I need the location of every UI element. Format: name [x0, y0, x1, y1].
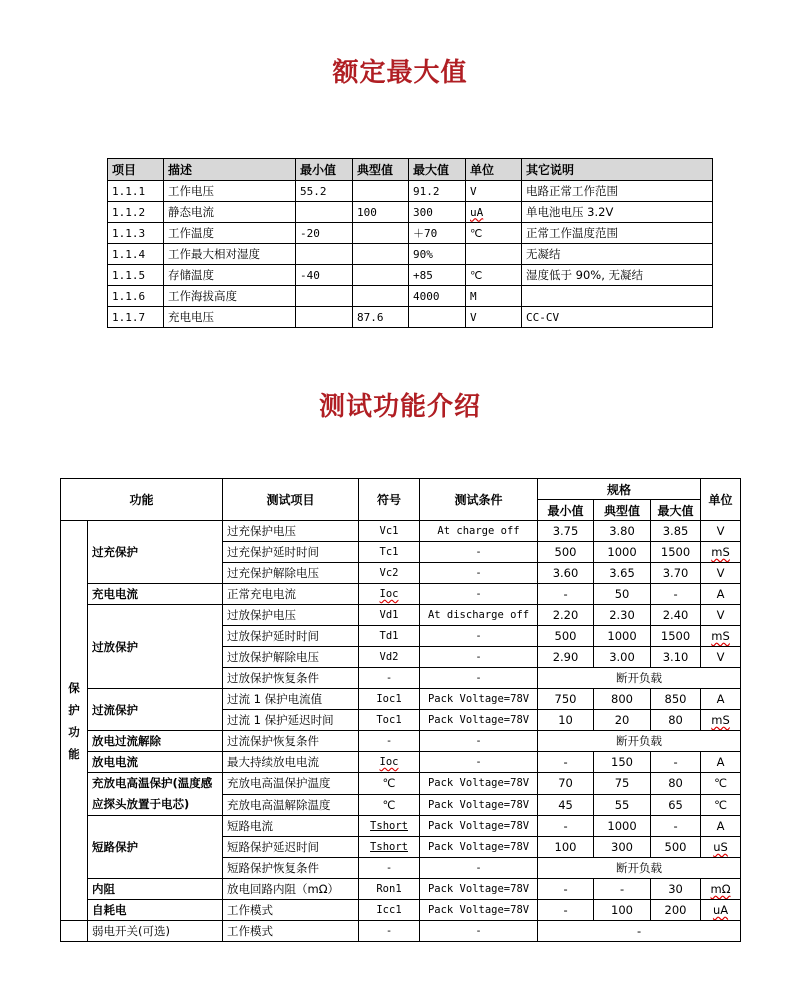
table-cell [296, 307, 353, 328]
table-header-row [61, 479, 741, 500]
table-cell: mS [701, 626, 741, 647]
side-label [61, 521, 88, 921]
table-cell: 过充保护解除电压 [223, 563, 359, 584]
table-cell: 55.2 [296, 181, 353, 202]
table-header-row [108, 159, 713, 181]
table-cell: V [701, 563, 741, 584]
table-cell: 20 [594, 710, 651, 731]
group-self-consumption: 自耗电 [88, 900, 223, 921]
table-cell [466, 244, 522, 265]
table-cell: - [420, 921, 538, 942]
header-cell: 最小值 [296, 159, 353, 181]
table-cell: 3.60 [538, 563, 594, 584]
side-label-char: 功 [68, 724, 80, 739]
table-cell: Vc2 [359, 563, 420, 584]
table-cell: 500 [651, 837, 701, 858]
table-cell: 1.1.6 [108, 286, 164, 307]
header-unit: 单位 [701, 479, 741, 521]
table-cell: uA [466, 202, 522, 223]
group-overcharge: 过充保护 [88, 521, 223, 584]
table-cell [353, 265, 409, 286]
table-cell: 过放保护延时时间 [223, 626, 359, 647]
table-cell: - [359, 731, 420, 752]
table-cell: ℃ [701, 773, 741, 795]
table-cell: -40 [296, 265, 353, 286]
table-cell: 3.65 [594, 563, 651, 584]
table-cell: - [359, 921, 420, 942]
table-cell: mΩ [701, 879, 741, 900]
table-cell: 750 [538, 689, 594, 710]
table-cell: 工作电压 [164, 181, 296, 202]
table-row [108, 286, 713, 307]
table-cell: - [420, 563, 538, 584]
group-overcurrent: 过流保护 [88, 689, 223, 731]
table-cell: 1.1.3 [108, 223, 164, 244]
table-cell: - [651, 816, 701, 837]
table-cell: 过充保护电压 [223, 521, 359, 542]
table-cell: A [701, 816, 741, 837]
table-cell: Pack Voltage=78V [420, 879, 538, 900]
header-cell: 描述 [164, 159, 296, 181]
table-cell: Pack Voltage=78V [420, 773, 538, 795]
table-row [61, 773, 741, 795]
table-cell: Ioc [359, 752, 420, 773]
table-cell: mS [701, 710, 741, 731]
table-cell [296, 244, 353, 265]
table-cell: 100 [538, 837, 594, 858]
table-cell: - [594, 879, 651, 900]
table-cell: 电路正常工作范围 [522, 181, 713, 202]
table-cell: 充电电压 [164, 307, 296, 328]
table-cell: 55 [594, 794, 651, 816]
table-cell: - [538, 879, 594, 900]
table-cell: 2.30 [594, 605, 651, 626]
table-cell: A [701, 689, 741, 710]
table-cell: Ioc1 [359, 689, 420, 710]
table-cell: M [466, 286, 522, 307]
table-cell: 断开负载 [538, 858, 741, 879]
table-cell [353, 244, 409, 265]
table-cell: - [420, 584, 538, 605]
table-row [108, 244, 713, 265]
table-cell: 65 [651, 794, 701, 816]
table-row [61, 752, 741, 773]
table-cell: Td1 [359, 626, 420, 647]
table-cell: - [651, 584, 701, 605]
table-cell: ℃ [359, 794, 420, 816]
table-cell: 500 [538, 626, 594, 647]
table-cell: 80 [651, 773, 701, 795]
table-cell: - [359, 858, 420, 879]
table-cell: 1.1.4 [108, 244, 164, 265]
table-cell: uS [701, 837, 741, 858]
table-cell: 10 [538, 710, 594, 731]
table-cell: V [701, 605, 741, 626]
table-cell: - [538, 584, 594, 605]
table-cell: Pack Voltage=78V [420, 689, 538, 710]
table-cell: 1000 [594, 626, 651, 647]
table-cell: 工作模式 [223, 900, 359, 921]
table-row [108, 202, 713, 223]
table-cell: 存储温度 [164, 265, 296, 286]
group-weak-switch: 弱电开关(可选) [88, 921, 223, 942]
table-row [108, 181, 713, 202]
header-function: 功能 [61, 479, 223, 521]
table-cell: ℃ [701, 794, 741, 816]
table-cell: 正常充电电流 [223, 584, 359, 605]
table-cell: ℃ [359, 773, 420, 795]
table-cell: 1.1.2 [108, 202, 164, 223]
table-cell: 1.1.5 [108, 265, 164, 286]
group-temp-protect: 充放电高温保护(温度感应探头放置于电芯) [88, 773, 223, 816]
title-rated-max: 额定最大值 [332, 58, 468, 88]
table-cell: - [420, 752, 538, 773]
table-row [61, 605, 741, 626]
table-cell: 2.40 [651, 605, 701, 626]
table-cell: 1500 [651, 542, 701, 563]
table-cell: mS [701, 542, 741, 563]
table-cell [296, 202, 353, 223]
table-cell: 短路保护恢复条件 [223, 858, 359, 879]
table-cell: Toc1 [359, 710, 420, 731]
table-cell: 100 [594, 900, 651, 921]
header-max: 最大值 [651, 500, 701, 521]
table-cell: CC-CV [522, 307, 713, 328]
header-cell: 典型值 [353, 159, 409, 181]
table-cell: Pack Voltage=78V [420, 837, 538, 858]
title-test-functions: 测试功能介绍 [318, 392, 481, 422]
table-cell: 80 [651, 710, 701, 731]
table-cell: 1.1.1 [108, 181, 164, 202]
table-cell: 1000 [594, 542, 651, 563]
table-cell: 3.00 [594, 647, 651, 668]
table-cell: 过放保护恢复条件 [223, 668, 359, 689]
table-cell: - [538, 900, 594, 921]
table-cell [353, 181, 409, 202]
table-cell: 湿度低于 90%, 无凝结 [522, 265, 713, 286]
table-row [61, 521, 741, 542]
table-cell: uA [701, 900, 741, 921]
table-cell: 3.85 [651, 521, 701, 542]
table-cell: - [538, 921, 741, 942]
group-discharge-current: 放电电流 [88, 752, 223, 773]
table-cell [353, 223, 409, 244]
table-cell: V [701, 647, 741, 668]
table-cell: 45 [538, 794, 594, 816]
table-cell: 500 [538, 542, 594, 563]
table-row [108, 223, 713, 244]
header-symbol: 符号 [359, 479, 420, 521]
table-row [61, 879, 741, 900]
header-condition: 测试条件 [420, 479, 538, 521]
table-cell: - [538, 752, 594, 773]
group-resistance: 内阻 [88, 879, 223, 900]
table-cell: +85 [409, 265, 466, 286]
table-row [108, 307, 713, 328]
table-cell: V [466, 181, 522, 202]
side-label-char: 护 [68, 702, 80, 717]
table-cell: 断开负载 [538, 668, 741, 689]
table-cell: 70 [538, 773, 594, 795]
header-typ: 典型值 [594, 500, 651, 521]
table-cell: Tshort [359, 816, 420, 837]
table-cell: - [420, 668, 538, 689]
table-row [61, 584, 741, 605]
table-cell [353, 286, 409, 307]
table-cell: Vc1 [359, 521, 420, 542]
table-cell: 90% [409, 244, 466, 265]
table-row [61, 731, 741, 752]
table-cell: 放电回路内阻（mΩ） [223, 879, 359, 900]
header-item: 测试项目 [223, 479, 359, 521]
table-cell: 1500 [651, 626, 701, 647]
table-cell: 工作海拔高度 [164, 286, 296, 307]
table-cell: 工作温度 [164, 223, 296, 244]
header-cell: 项目 [108, 159, 164, 181]
group-overdischarge: 过放保护 [88, 605, 223, 689]
table-cell: 过流 1 保护电流值 [223, 689, 359, 710]
table-cell: 工作模式 [223, 921, 359, 942]
table-cell: V [701, 521, 741, 542]
group-discharge-release: 放电过流解除 [88, 731, 223, 752]
table-cell: 50 [594, 584, 651, 605]
table-cell: Pack Voltage=78V [420, 710, 538, 731]
table-cell: ＋70 [409, 223, 466, 244]
table-cell: - [420, 542, 538, 563]
table-cell: ℃ [466, 223, 522, 244]
table-cell: A [701, 584, 741, 605]
side-label-char: 能 [68, 746, 80, 761]
table-cell: 3.80 [594, 521, 651, 542]
table-row [61, 689, 741, 710]
table-cell: 工作最大相对湿度 [164, 244, 296, 265]
table-cell: - [359, 668, 420, 689]
group-short-circuit: 短路保护 [88, 816, 223, 879]
table-cell: 1000 [594, 816, 651, 837]
table-cell: V [466, 307, 522, 328]
table-cell [61, 921, 88, 942]
table-cell: 150 [594, 752, 651, 773]
header-cell: 其它说明 [522, 159, 713, 181]
table-cell: 过放保护解除电压 [223, 647, 359, 668]
table-cell: 75 [594, 773, 651, 795]
header-cell: 最大值 [409, 159, 466, 181]
table-cell: 无凝结 [522, 244, 713, 265]
table-cell: 正常工作温度范围 [522, 223, 713, 244]
table-cell: ℃ [466, 265, 522, 286]
table-cell: Tshort [359, 837, 420, 858]
table-row [108, 265, 713, 286]
table-cell [522, 286, 713, 307]
test-functions-table [60, 478, 741, 942]
table-cell: - [651, 752, 701, 773]
header-spec: 规格 [538, 479, 701, 500]
table-cell: Tc1 [359, 542, 420, 563]
table-cell [296, 286, 353, 307]
table-cell: 静态电流 [164, 202, 296, 223]
table-cell: 过流保护恢复条件 [223, 731, 359, 752]
group-charge-current: 充电电流 [88, 584, 223, 605]
table-cell: 短路电流 [223, 816, 359, 837]
rated-max-table [107, 158, 713, 328]
table-row [61, 900, 741, 921]
table-cell: 3.75 [538, 521, 594, 542]
table-cell: - [420, 647, 538, 668]
table-cell: 2.90 [538, 647, 594, 668]
table-cell: 91.2 [409, 181, 466, 202]
header-cell: 单位 [466, 159, 522, 181]
table-row [61, 816, 741, 837]
table-cell: 单电池电压 3.2V [522, 202, 713, 223]
table-cell: - [420, 731, 538, 752]
table-cell: Pack Voltage=78V [420, 900, 538, 921]
table-cell: 过放保护电压 [223, 605, 359, 626]
table-cell: 2.20 [538, 605, 594, 626]
table-cell: 200 [651, 900, 701, 921]
table-cell: Ron1 [359, 879, 420, 900]
table-cell: Vd1 [359, 605, 420, 626]
table-row [61, 921, 741, 942]
table-cell: 4000 [409, 286, 466, 307]
table-cell: - [420, 858, 538, 879]
side-label-char: 保 [68, 680, 80, 695]
table-cell: 短路保护延迟时间 [223, 837, 359, 858]
table-cell: 1.1.7 [108, 307, 164, 328]
table-cell: - [538, 816, 594, 837]
table-cell: 充放电高温保护温度 [223, 773, 359, 795]
table-cell: 过充保护延时时间 [223, 542, 359, 563]
table-cell: 100 [353, 202, 409, 223]
table-cell: At charge off [420, 521, 538, 542]
table-cell: 300 [409, 202, 466, 223]
table-cell: 3.70 [651, 563, 701, 584]
table-cell: 800 [594, 689, 651, 710]
table-cell: 过流 1 保护延迟时间 [223, 710, 359, 731]
table-cell: Pack Voltage=78V [420, 794, 538, 816]
table-cell: At discharge off [420, 605, 538, 626]
table-cell: 30 [651, 879, 701, 900]
table-cell: 87.6 [353, 307, 409, 328]
table-cell: 850 [651, 689, 701, 710]
table-cell: -20 [296, 223, 353, 244]
table-cell: 300 [594, 837, 651, 858]
table-cell: 充放电高温解除温度 [223, 794, 359, 816]
table-cell: A [701, 752, 741, 773]
table-cell [409, 307, 466, 328]
table-cell: 最大持续放电电流 [223, 752, 359, 773]
table-cell: Vd2 [359, 647, 420, 668]
header-min: 最小值 [538, 500, 594, 521]
table-cell: Icc1 [359, 900, 420, 921]
table-cell: 3.10 [651, 647, 701, 668]
table-cell: 断开负载 [538, 731, 741, 752]
table-cell: Pack Voltage=78V [420, 816, 538, 837]
table-cell: - [420, 626, 538, 647]
table-cell: Ioc [359, 584, 420, 605]
